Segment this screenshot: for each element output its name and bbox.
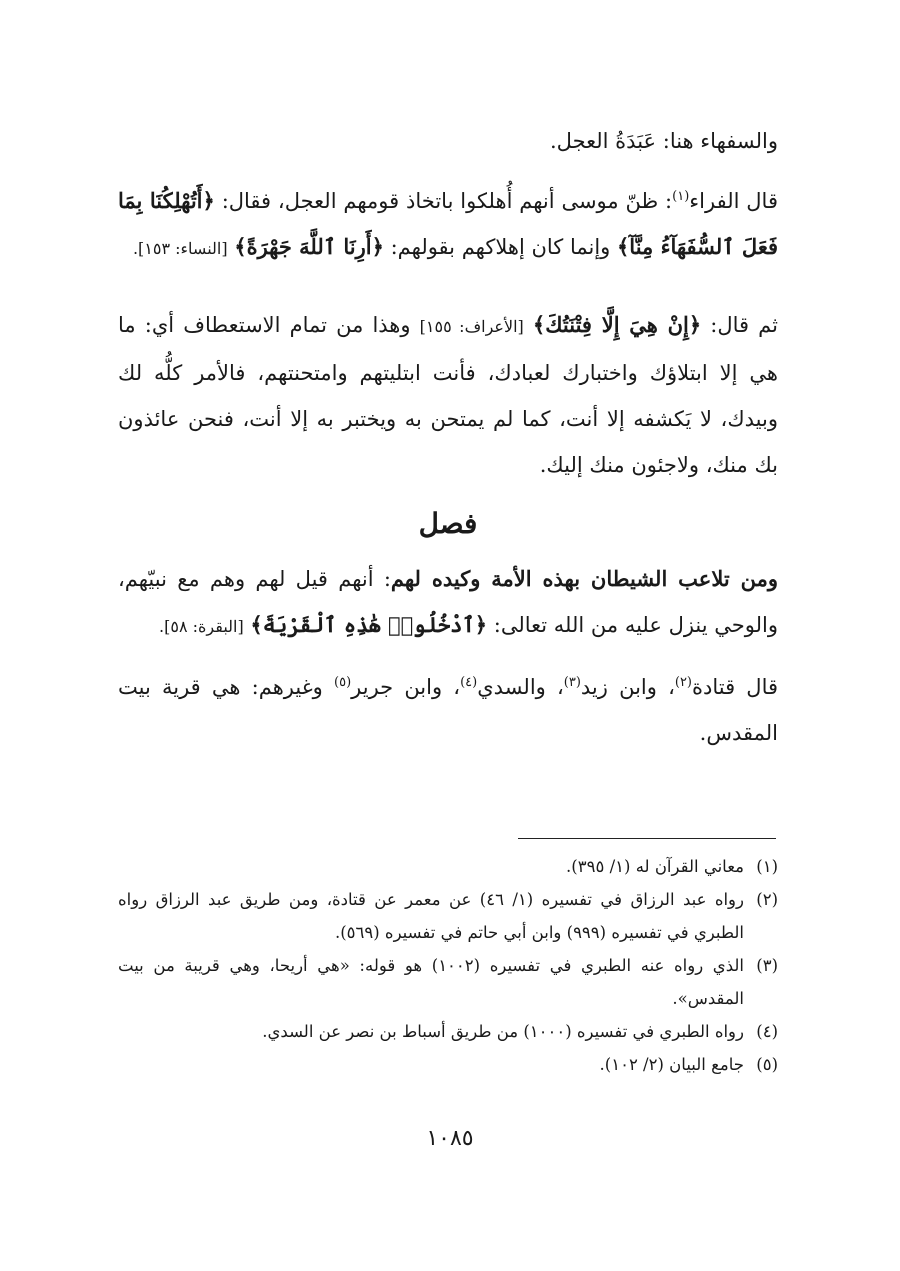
- footnote-number: (٤): [756, 1022, 778, 1041]
- quran-reference-3: [البقرة: ٥٨].: [159, 617, 244, 636]
- paragraph-5-c: ، والسدي: [477, 675, 564, 699]
- footnote-ref-2[interactable]: (٢): [674, 675, 692, 690]
- footnote-text: رواه الطبري في تفسيره (١٠٠٠) من طريق أسباط بن نصر عن السدي.: [262, 1022, 744, 1041]
- paragraph-3-intro: ثم قال:: [701, 313, 778, 337]
- paragraph-3: [118, 302, 778, 488]
- page-number: ١٠٨٥: [426, 1126, 474, 1151]
- footnote-5: [118, 1048, 778, 1081]
- paragraph-2: [118, 178, 778, 272]
- paragraph-3-body: وهذا من تمام الاستعطاف أي: ما هي إلا ابتلاؤك واختبارك لعبادك، فأنت ابتليتهم وامتحنتهم، فالأمر كلُّه لك وبيدك، لا يَكشفه إلا أنت، كما لم يمتحن به ويختبر به إلا أنت، فنحن عائذون بك منك، ولاجئون منك إليك.: [118, 313, 778, 477]
- paragraph-1: [118, 118, 778, 164]
- footnote-1: [118, 850, 778, 883]
- section-heading: فصل: [418, 507, 478, 540]
- quran-reference-1: [النساء: ١٥٣].: [132, 239, 228, 258]
- quran-verse-4: ﴿ٱدْخُلُوا۟ هَٰذِهِ ٱلْقَرْيَةَ﴾: [250, 612, 488, 637]
- footnote-text: جامع البيان (٢/ ١٠٢).: [599, 1055, 744, 1074]
- quran-verse-1: ﴿أَتُهْلِكُنَا بِمَا فَعَلَ ٱلسُّفَهَآءُ مِنَّآ﴾: [118, 188, 778, 259]
- quran-verse-2: ﴿أَرِنَا ٱللَّهَ جَهْرَةً﴾: [234, 234, 384, 259]
- paragraph-5-e: وغيرهم: هي قرية بيت المقدس.: [118, 675, 778, 745]
- paragraph-4-lead: ومن تلاعب الشيطان بهذه الأمة وكيده لهم: [390, 566, 778, 591]
- footnote-ref-3[interactable]: (٣): [563, 675, 581, 690]
- main-text: [118, 118, 778, 756]
- paragraph-2-mid: وإنما كان إهلاكهم بقولهم:: [383, 235, 617, 259]
- quran-verse-3: ﴿إِنْ هِيَ إِلَّا فِتْنَتُكَ﴾: [532, 312, 702, 337]
- footnote-number: (٥): [756, 1055, 778, 1074]
- footnote-2: [118, 883, 778, 949]
- footnote-3: [118, 949, 778, 1015]
- footnote-text: رواه عبد الرزاق في تفسيره (١/ ٤٦) عن معمر عن قتادة، ومن طريق عبد الرزاق رواه الطبري في تفسيره (٩٩٩) وابن أبي حاتم في تفسيره (٥٦٩).: [118, 890, 744, 942]
- footnote-text: الذي رواه عنه الطبري في تفسيره (١٠٠٢) هو قوله: «هي أريحا، وهي قريبة من بيت المقدس».: [118, 956, 744, 1008]
- paragraph-5: [118, 664, 778, 756]
- footnote-text: معاني القرآن له (١/ ٣٩٥).: [566, 857, 744, 876]
- footnote-ref-5[interactable]: (٥): [334, 675, 352, 690]
- paragraph-4: [118, 556, 778, 650]
- footnote-divider: [518, 838, 776, 839]
- paragraph-2-intro: قال الفراء: [689, 189, 778, 213]
- footnote-4: [118, 1015, 778, 1048]
- footnote-number: (١): [756, 857, 778, 876]
- paragraph-4-body: : أنهم قيل لهم وهم مع نبيّهم، والوحي ينزل عليه من الله تعالى:: [118, 567, 778, 637]
- quran-reference-2: [الأعراف: ١٥٥]: [419, 317, 524, 336]
- footnote-ref-4[interactable]: (٤): [460, 675, 478, 690]
- paragraph-5-a: قال قتادة: [692, 675, 779, 699]
- paragraph-5-b: ، وابن زيد: [580, 675, 675, 699]
- footnote-number: (٣): [756, 956, 778, 975]
- footnote-number: (٢): [756, 890, 778, 909]
- paragraph-1-text: والسفهاء هنا: عَبَدَةُ العجل.: [550, 129, 778, 153]
- paragraph-2-body: : ظنّ موسى أنهم أُهلكوا باتخاذ قومهم العجل، فقال:: [221, 189, 673, 213]
- paragraph-5-d: ، وابن جرير: [351, 675, 461, 699]
- footnote-ref-1[interactable]: (١): [672, 189, 690, 204]
- footnotes: [118, 850, 778, 1081]
